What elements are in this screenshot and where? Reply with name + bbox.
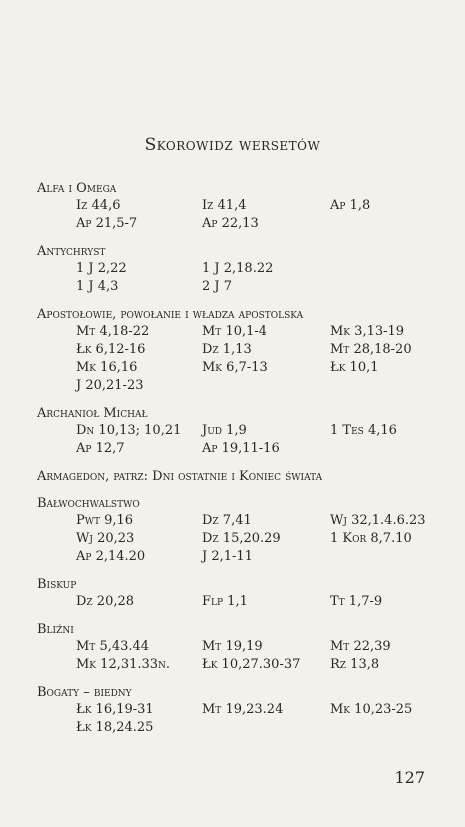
index-entry — [37, 243, 437, 296]
indent — [37, 341, 76, 359]
verse-reference: Mk 6,7-13 — [202, 360, 268, 375]
index-entry — [37, 621, 437, 674]
verse-reference: Pwt 9,16 — [76, 513, 134, 528]
verse-reference: Dz 15,20.29 — [202, 531, 281, 546]
verse-reference: Dz 20,28 — [76, 594, 135, 609]
indent — [37, 197, 76, 215]
indent — [37, 512, 76, 530]
verse-reference: Mt 19,19 — [202, 639, 263, 654]
reference-row — [37, 359, 437, 377]
verse-reference: Łk 6,12-16 — [76, 342, 146, 357]
verse-reference: Wj 32,1.4.6.23 — [330, 513, 426, 528]
index-entry — [37, 306, 437, 395]
verse-reference: Iz 41,4 — [202, 198, 247, 213]
verse-reference: Ap 1,8 — [330, 198, 371, 213]
verse-reference: Ap 12,7 — [76, 441, 125, 456]
reference-row — [37, 719, 437, 737]
indent — [37, 260, 76, 278]
indent — [37, 719, 76, 737]
entry-heading: Archanioł Michał — [37, 406, 148, 421]
verse-reference: 1 J 4,3 — [76, 279, 119, 294]
indent — [37, 215, 76, 233]
reference-row — [37, 278, 437, 296]
verse-reference: Mt 5,43.44 — [76, 639, 150, 654]
reference-row — [37, 440, 437, 458]
index-entry — [37, 180, 437, 233]
verse-reference: Łk 16,19-31 — [76, 702, 154, 717]
verse-reference: Ap 2,14.20 — [76, 549, 146, 564]
verse-reference: Mk 3,13-19 — [330, 324, 405, 339]
indent — [37, 593, 76, 611]
entry-heading: Apostołowie, powołanie i władza apostolska — [37, 307, 304, 322]
indent — [37, 278, 76, 296]
indent — [37, 638, 76, 656]
entry-heading: Bliźni — [37, 622, 74, 637]
reference-row — [37, 422, 437, 440]
verse-reference: Jud 1,9 — [202, 423, 247, 438]
verse-reference: J 2,1-11 — [202, 549, 253, 564]
verse-reference: Ap 21,5-7 — [76, 216, 138, 231]
verse-reference: Dn 10,13; 10,21 — [76, 423, 182, 438]
reference-row — [37, 656, 437, 674]
verse-reference: Łk 10,1 — [330, 360, 379, 375]
verse-reference: Mt 22,39 — [330, 639, 391, 654]
verse-reference — [330, 377, 437, 395]
verse-reference — [202, 377, 330, 395]
verse-reference: J 20,21-23 — [76, 378, 144, 393]
entry-heading: Bogaty – biedny — [37, 685, 132, 700]
reference-row — [37, 215, 437, 233]
entry-heading: Biskup — [37, 577, 77, 592]
entry-heading: Antychryst — [37, 244, 106, 259]
page-number: 127 — [394, 768, 425, 787]
reference-row — [37, 701, 437, 719]
verse-reference: 1 Tes 4,16 — [330, 423, 397, 438]
verse-reference: Wj 20,23 — [76, 531, 135, 546]
indent — [37, 548, 76, 566]
verse-reference: Mt 28,18-20 — [330, 342, 412, 357]
indent — [37, 323, 76, 341]
reference-row — [37, 512, 437, 530]
indent — [37, 440, 76, 458]
indent — [37, 656, 76, 674]
reference-row — [37, 323, 437, 341]
verse-reference: 1 J 2,22 — [76, 261, 127, 276]
verse-reference: Dz 1,13 — [202, 342, 252, 357]
verse-reference — [330, 440, 437, 458]
verse-reference: Mt 10,1-4 — [202, 324, 268, 339]
verse-reference: Rz 13,8 — [330, 657, 380, 672]
verse-index — [37, 180, 437, 747]
index-entry — [37, 468, 437, 485]
verse-reference: Mk 10,23-25 — [330, 702, 413, 717]
indent — [37, 377, 76, 395]
index-entry — [37, 684, 437, 737]
verse-reference: Łk 18,24.25 — [76, 720, 154, 735]
entry-heading: Armagedon, patrz: Dni ostatnie i Koniec świata — [37, 469, 323, 484]
reference-row — [37, 548, 437, 566]
verse-reference — [330, 548, 437, 566]
reference-row — [37, 197, 437, 215]
indent — [37, 701, 76, 719]
verse-reference: Ap 19,11-16 — [202, 441, 280, 456]
entry-heading: Alfa i Omega — [37, 181, 117, 196]
verse-reference — [330, 278, 437, 296]
verse-reference — [330, 719, 437, 737]
verse-reference: Iz 44,6 — [76, 198, 121, 213]
verse-reference: Mt 4,18-22 — [76, 324, 150, 339]
indent — [37, 530, 76, 548]
verse-reference — [330, 215, 437, 233]
reference-row — [37, 638, 437, 656]
reference-row — [37, 593, 437, 611]
index-entry — [37, 495, 437, 566]
index-entry — [37, 576, 437, 611]
verse-reference: 2 J 7 — [202, 279, 233, 294]
verse-reference: Mk 12,31.33n. — [76, 657, 171, 672]
verse-reference: Flp 1,1 — [202, 594, 248, 609]
reference-row — [37, 341, 437, 359]
verse-reference — [202, 719, 330, 737]
verse-reference: Łk 10,27.30-37 — [202, 657, 301, 672]
reference-row — [37, 260, 437, 278]
verse-reference: Ap 22,13 — [202, 216, 259, 231]
verse-reference: Mt 19,23.24 — [202, 702, 284, 717]
verse-reference: 1 Kor 8,7.10 — [330, 531, 412, 546]
entry-heading: Bałwochwalstwo — [37, 496, 140, 511]
verse-reference: Mk 16,16 — [76, 360, 138, 375]
indent — [37, 422, 76, 440]
page-title: Skorowidz wersetów — [144, 135, 321, 155]
reference-row — [37, 377, 437, 395]
verse-reference: 1 J 2,18.22 — [202, 261, 274, 276]
verse-reference — [330, 260, 437, 278]
reference-row — [37, 530, 437, 548]
index-entry — [37, 405, 437, 458]
indent — [37, 359, 76, 377]
verse-reference: Dz 7,41 — [202, 513, 252, 528]
verse-reference: Tt 1,7-9 — [330, 594, 383, 609]
